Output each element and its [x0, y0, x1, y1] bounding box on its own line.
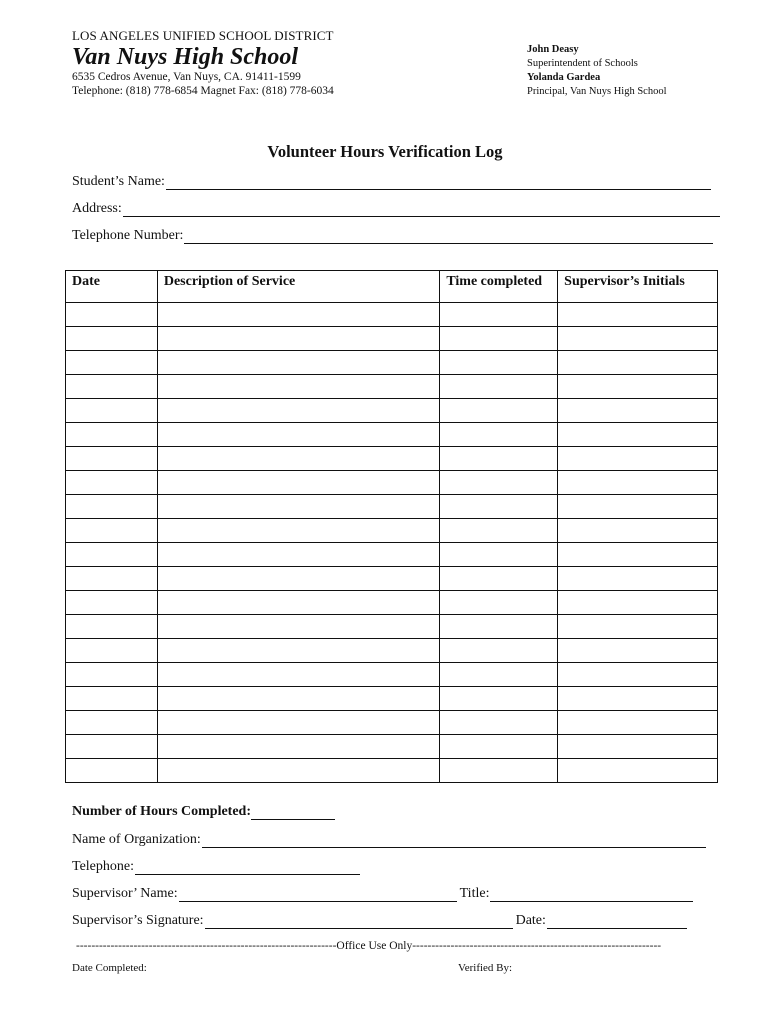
date-cell[interactable]: [66, 759, 158, 783]
table-row: [66, 447, 718, 471]
supervisor-initials-cell[interactable]: [558, 663, 718, 687]
principal-title: Principal, Van Nuys High School: [527, 86, 667, 97]
supervisor-initials-cell[interactable]: [558, 447, 718, 471]
time-completed-cell[interactable]: [440, 375, 558, 399]
school-address: 6535 Cedros Avenue, Van Nuys, CA. 91411-1599: [72, 71, 301, 83]
supervisor-initials-cell[interactable]: [558, 615, 718, 639]
supervisor-initials-cell[interactable]: [558, 375, 718, 399]
time-completed-cell[interactable]: [440, 543, 558, 567]
date-cell[interactable]: [66, 399, 158, 423]
column-header-date: Date: [66, 271, 158, 303]
time-completed-cell[interactable]: [440, 567, 558, 591]
supervisor-name-field[interactable]: [72, 886, 693, 902]
supervisor-initials-cell[interactable]: [558, 495, 718, 519]
supervisor-initials-cell[interactable]: [558, 519, 718, 543]
office-use-divider: --------------------------------------------------------------------Office Use Only-----------------------------------------------------------------: [76, 940, 662, 952]
description-cell[interactable]: [157, 375, 439, 399]
table-row: [66, 735, 718, 759]
description-cell[interactable]: [157, 423, 439, 447]
form-title: Volunteer Hours Verification Log: [267, 142, 503, 161]
date-cell[interactable]: [66, 735, 158, 759]
table-row: [66, 615, 718, 639]
table-row: [66, 687, 718, 711]
time-completed-cell[interactable]: [440, 711, 558, 735]
table-row: [66, 591, 718, 615]
description-cell[interactable]: [157, 327, 439, 351]
date-cell[interactable]: [66, 543, 158, 567]
date-cell[interactable]: [66, 375, 158, 399]
title-line[interactable]: [490, 887, 693, 902]
date-cell[interactable]: [66, 711, 158, 735]
supervisor-initials-cell[interactable]: [558, 423, 718, 447]
date-cell[interactable]: [66, 591, 158, 615]
address-line[interactable]: [123, 202, 720, 217]
date-cell[interactable]: [66, 351, 158, 375]
table-row: [66, 303, 718, 327]
supervisor-initials-cell[interactable]: [558, 303, 718, 327]
description-cell[interactable]: [157, 663, 439, 687]
supervisor-initials-cell[interactable]: [558, 687, 718, 711]
description-cell[interactable]: [157, 471, 439, 495]
supervisor-initials-cell[interactable]: [558, 471, 718, 495]
supervisor-initials-cell[interactable]: [558, 735, 718, 759]
organization-field[interactable]: [72, 832, 706, 848]
description-cell[interactable]: [157, 567, 439, 591]
organization-telephone-line[interactable]: [135, 860, 360, 875]
time-completed-cell[interactable]: [440, 639, 558, 663]
time-completed-cell[interactable]: [440, 327, 558, 351]
supervisor-initials-cell[interactable]: [558, 591, 718, 615]
date-cell[interactable]: [66, 423, 158, 447]
column-header-time: Time completed: [440, 271, 558, 303]
description-cell[interactable]: [157, 519, 439, 543]
organization-telephone-label: Telephone:: [72, 859, 134, 874]
address-field[interactable]: [72, 201, 720, 217]
signature-date-line[interactable]: [547, 914, 687, 929]
student-name-line[interactable]: [166, 175, 711, 190]
hours-completed-label: Number of Hours Completed:: [72, 804, 252, 819]
description-cell[interactable]: [157, 615, 439, 639]
time-completed-cell[interactable]: [440, 471, 558, 495]
time-completed-cell[interactable]: [440, 399, 558, 423]
table-row: [66, 423, 718, 447]
district-name: LOS ANGELES UNIFIED SCHOOL DISTRICT: [72, 28, 334, 43]
time-completed-cell[interactable]: [440, 495, 558, 519]
table-row: [66, 639, 718, 663]
description-cell[interactable]: [157, 759, 439, 783]
date-cell[interactable]: [66, 639, 158, 663]
supervisor-name-line[interactable]: [179, 887, 457, 902]
table-row: [66, 519, 718, 543]
table-row: [66, 471, 718, 495]
date-cell[interactable]: [66, 303, 158, 327]
time-completed-cell[interactable]: [440, 303, 558, 327]
supervisor-initials-cell[interactable]: [558, 711, 718, 735]
student-name-label: Student’s Name:: [72, 174, 165, 189]
supervisor-name-label: Supervisor’ Name:: [72, 886, 178, 901]
supervisor-initials-cell[interactable]: [558, 639, 718, 663]
table-row: [66, 663, 718, 687]
table-row: [66, 375, 718, 399]
description-cell[interactable]: [157, 303, 439, 327]
address-label: Address:: [72, 201, 122, 216]
time-completed-cell[interactable]: [440, 591, 558, 615]
date-completed-label: Date Completed:: [72, 962, 147, 974]
school-name: Van Nuys High School: [72, 44, 299, 70]
principal-name: Yolanda Gardea: [527, 72, 601, 83]
supervisor-signature-field[interactable]: [72, 913, 687, 929]
time-completed-cell[interactable]: [440, 351, 558, 375]
hours-completed-field[interactable]: [72, 804, 335, 820]
table-row: [66, 567, 718, 591]
table-row: [66, 351, 718, 375]
time-completed-cell[interactable]: [440, 663, 558, 687]
time-completed-cell[interactable]: [440, 735, 558, 759]
verified-by-label: Verified By:: [458, 962, 513, 974]
table-row: [66, 327, 718, 351]
date-cell[interactable]: [66, 495, 158, 519]
supervisor-initials-cell[interactable]: [558, 759, 718, 783]
description-cell[interactable]: [157, 351, 439, 375]
table-header-row: [66, 271, 718, 303]
table-row: [66, 495, 718, 519]
time-completed-cell[interactable]: [440, 615, 558, 639]
superintendent-name: John Deasy: [527, 44, 579, 55]
time-completed-cell[interactable]: [440, 423, 558, 447]
supervisor-signature-line[interactable]: [205, 914, 513, 929]
date-cell[interactable]: [66, 327, 158, 351]
school-telephone: Telephone: (818) 778-6854 Magnet Fax: (818) 778-6034: [72, 85, 334, 97]
superintendent-title: Superintendent of Schools: [527, 58, 638, 69]
description-cell[interactable]: [157, 711, 439, 735]
description-cell[interactable]: [157, 399, 439, 423]
date-cell[interactable]: [66, 615, 158, 639]
supervisor-signature-label: Supervisor’s Signature:: [72, 913, 204, 928]
table-row: [66, 759, 718, 783]
column-header-initials: Supervisor’s Initials: [558, 271, 718, 303]
description-cell[interactable]: [157, 735, 439, 759]
supervisor-initials-cell[interactable]: [558, 351, 718, 375]
supervisor-initials-cell[interactable]: [558, 543, 718, 567]
title-label: Title:: [459, 886, 490, 901]
date-cell[interactable]: [66, 567, 158, 591]
hours-completed-line[interactable]: [251, 805, 335, 820]
organization-telephone-field[interactable]: [72, 859, 360, 875]
date-cell[interactable]: [66, 663, 158, 687]
date-cell[interactable]: [66, 471, 158, 495]
date-cell[interactable]: [66, 447, 158, 471]
table-row: [66, 543, 718, 567]
supervisor-initials-cell[interactable]: [558, 399, 718, 423]
telephone-number-field[interactable]: [72, 228, 713, 244]
organization-line[interactable]: [202, 833, 706, 848]
supervisor-initials-cell[interactable]: [558, 327, 718, 351]
date-cell[interactable]: [66, 519, 158, 543]
supervisor-initials-cell[interactable]: [558, 567, 718, 591]
time-completed-cell[interactable]: [440, 687, 558, 711]
description-cell[interactable]: [157, 687, 439, 711]
description-cell[interactable]: [157, 543, 439, 567]
volunteer-log-table: [65, 270, 718, 783]
description-cell[interactable]: [157, 591, 439, 615]
table-row: [66, 399, 718, 423]
organization-label: Name of Organization:: [72, 832, 201, 847]
time-completed-cell[interactable]: [440, 759, 558, 783]
telephone-number-label: Telephone Number:: [72, 228, 184, 243]
time-completed-cell[interactable]: [440, 519, 558, 543]
description-cell[interactable]: [157, 639, 439, 663]
column-header-description: Description of Service: [157, 271, 439, 303]
date-cell[interactable]: [66, 687, 158, 711]
telephone-number-line[interactable]: [184, 229, 713, 244]
time-completed-cell[interactable]: [440, 447, 558, 471]
signature-date-label: Date:: [515, 913, 546, 928]
description-cell[interactable]: [157, 447, 439, 471]
description-cell[interactable]: [157, 495, 439, 519]
student-name-field[interactable]: [72, 174, 711, 190]
table-row: [66, 711, 718, 735]
officials-block: [527, 43, 667, 99]
